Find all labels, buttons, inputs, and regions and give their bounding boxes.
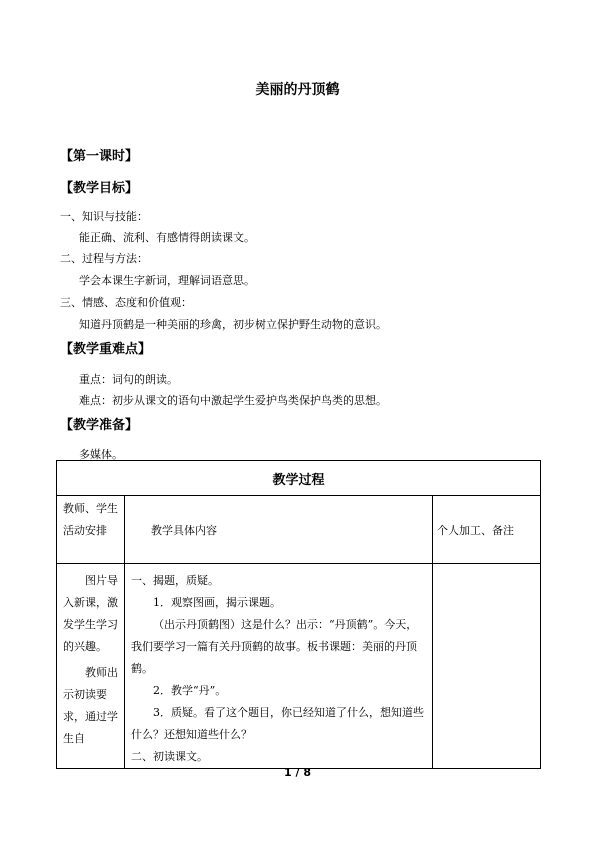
col-header-content: 教学具体内容 <box>125 496 433 564</box>
goal-text-3: 知道丹顶鹤是一种美丽的珍禽，初步树立保护野生动物的意识。 <box>79 318 387 331</box>
key-point-1: 重点：词句的朗读。 <box>79 373 178 386</box>
col-header-activity: 教师、学生活动安排 <box>57 496 125 564</box>
key-point-2: 难点：初步从课文的语句中激起学生爱护鸟类保护鸟类的思想。 <box>79 394 387 407</box>
page-number: 1 / 8 <box>284 766 311 779</box>
section-goals-heading: 【教学目标】 <box>60 181 139 196</box>
content-line: 2．教学“丹”。 <box>153 684 227 697</box>
section-lesson-heading: 【第一课时】 <box>60 149 139 164</box>
content-line: 3．质疑。看了这个题目，你已经知道了什么，想知道些什么？还想知道些什么？ <box>131 706 424 741</box>
table-heading: 教学过程 <box>57 461 541 496</box>
content-line: 一、揭题，质疑。 <box>131 574 219 587</box>
activity-item: 图片导入新课，激发学生学习的兴趣。 <box>63 574 118 653</box>
content-line: 二、初读课文。 <box>131 750 208 763</box>
document-title: 美丽的丹顶鹤 <box>255 82 340 98</box>
activity-item: 教师出示初读要求，通过学生自 <box>63 666 118 745</box>
notes-cell <box>433 564 541 769</box>
goal-text-1: 能正确、流利、有感情得朗读课文。 <box>79 231 255 244</box>
content-line: （出示丹顶鹤图）这是什么？出示：“丹顶鹤”。今天，我们要学习一篇有关丹顶鹤的故事。板书课题：美丽的丹顶鹤。 <box>131 618 418 675</box>
goal-heading-3: 三、情感、态度和价值观： <box>60 296 192 309</box>
goal-heading-2: 二、过程与方法： <box>60 252 148 265</box>
section-key-heading: 【教学重难点】 <box>60 342 152 357</box>
activity-cell <box>57 564 125 769</box>
section-prep-heading: 【教学准备】 <box>60 418 139 433</box>
content-line: 1．观察图画，揭示课题。 <box>153 596 281 609</box>
goal-text-2: 学会本课生字新词，理解词语意思。 <box>79 274 255 287</box>
col-header-notes: 个人加工、备注 <box>433 496 541 564</box>
teaching-process-table <box>56 460 541 769</box>
content-cell <box>125 564 433 769</box>
prep-text: 多媒体。 <box>79 448 123 461</box>
goal-heading-1: 一、知识与技能： <box>60 210 148 223</box>
